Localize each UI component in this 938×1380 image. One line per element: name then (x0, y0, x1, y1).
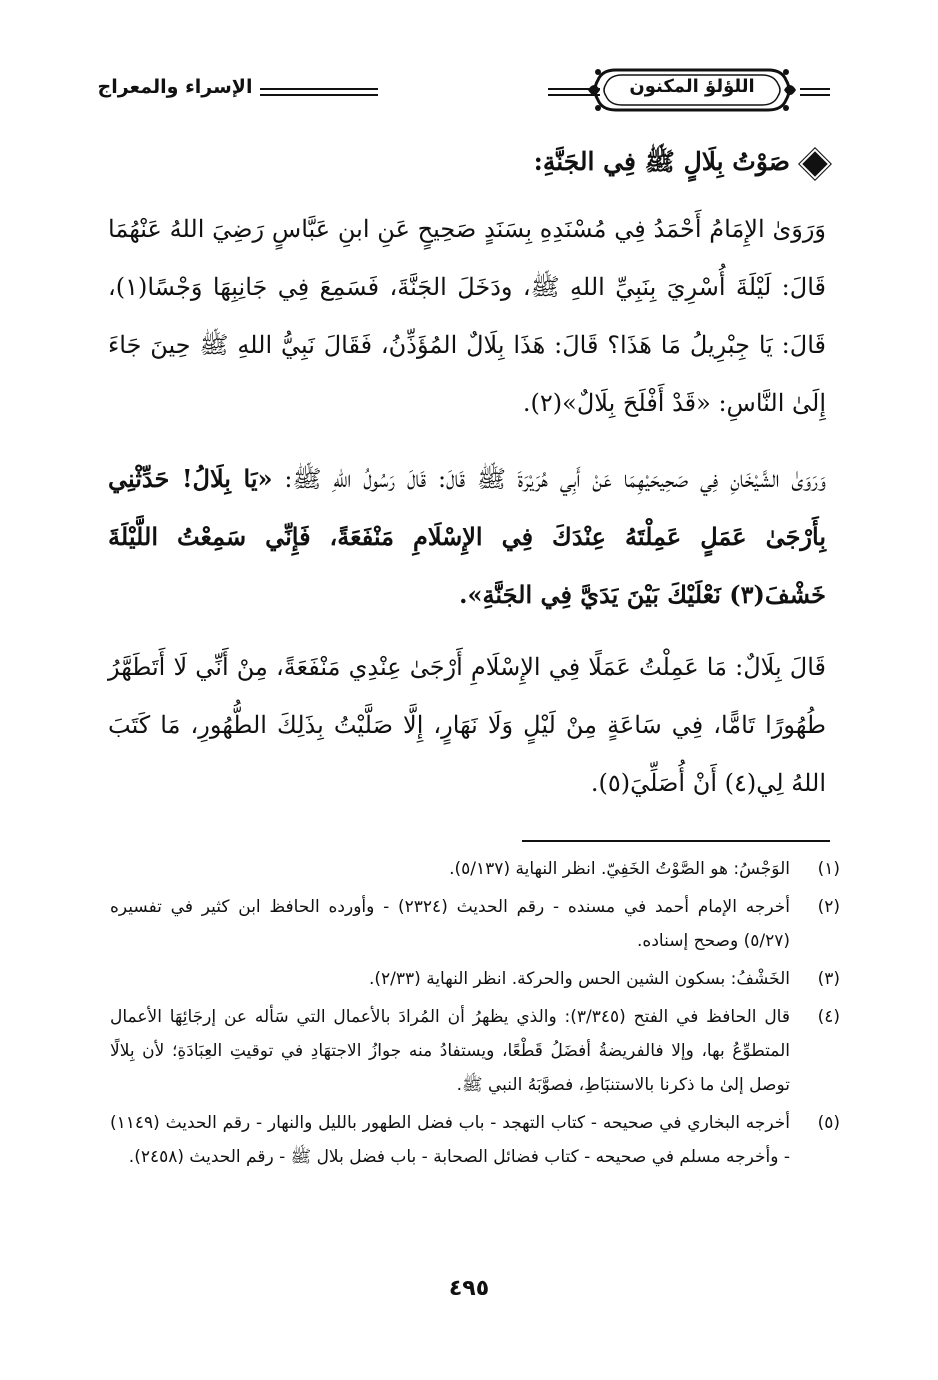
footnote (110, 1000, 840, 1102)
footnote-text: أخرجه البخاري في صحيحه - كتاب التهجد - باب فضل الطهور بالليل والنهار - رقم الحديث (١١٤٩) - وأخرجه مسلم في صحيحه - كتاب فضائل الصحابة - باب فضل بلال ﷺ - رقم الحديث (٢٤٥٨). (110, 1113, 790, 1167)
footnote-separator (522, 840, 830, 842)
heading-text: صَوْتُ بِلَالٍ ﷺ فِي الجَنَّةِ: (533, 147, 790, 176)
footnotes (110, 852, 840, 1178)
footnote-text: الوَجْسُ: هو الصَّوْتُ الخَفِيّ. انظر النهاية (٥/١٣٧). (449, 859, 790, 879)
footnote-number: (٥) (817, 1113, 840, 1133)
running-header (92, 62, 832, 120)
paragraph: قَالَ بِلَالٌ: مَا عَمِلْتُ عَمَلًا فِي الإِسْلَامِ أَرْجَىٰ عِنْدِي مَنْفَعَةً، مِنْ أَنِّي لَا أَتَطَهَّرُ طُهُورًا تَامًّا، فِي سَاعَةٍ مِنْ لَيْلٍ وَلَا نَهَارٍ، إِلَّا صَلَّيْتُ بِذَلِكَ الطُّهُورِ، مَا كَتَبَ اللهُ لِي(٤) أَنْ أُصَلِّيَ(٥). (108, 653, 826, 797)
paragraph-lead: وَرَوَىٰ الشَّيْخَانِ فِي صَحِيحَيْهِمَا عَنْ أَبِي هُرَيْرَةَ ﷺ قَالَ: قَالَ رَسُولُ اللهِ ﷺ: (272, 465, 826, 493)
footnote (110, 962, 840, 996)
header-rule (260, 88, 378, 90)
page-number: ٤٩٥ (448, 1276, 490, 1301)
book-title: اللؤلؤ المكنون (629, 76, 755, 97)
book-title-frame (586, 62, 798, 118)
footnote-number: (٣) (817, 969, 840, 989)
paragraph (108, 450, 826, 624)
footnote-text: الخَشْفُ: بسكون الشين الحس والحركة. انظر النهاية (٢/٣٣). (369, 969, 790, 989)
footnote-text: قال الحافظ في الفتح (٣/٣٤٥): والذي يظهرُ أن المُرادَ بالأعمال التي سَأله عن إرجَائِهَا الأعمال المتطوِّعُ بها، وإلا فالفريضةُ أفضَلُ قَطْعًا، ويستفادُ منه جوازُ الاجتهَادِ في توقيتِ العِبَادَةِ؛ لأن بِلالًا توصل إلىٰ ما ذكرنا بالاستنبَاطِ، فصوَّبَهُ النبي ﷺ. (110, 1007, 790, 1095)
footnote (110, 852, 840, 886)
section-title: الإسراء والمعراج (97, 76, 253, 98)
footnote-number: (١) (817, 859, 840, 879)
footnote-number: (٤) (817, 1007, 840, 1027)
footnote (110, 1106, 840, 1174)
ornament-icon (799, 148, 830, 179)
hadith-quote: «يَا بِلَالُ! حَدِّثْنِي بِأَرْجَىٰ عَمَلٍ عَمِلْتَهُ عِنْدَكَ فِي الإِسْلَامِ مَنْفَعَةً، فَإِنِّي سَمِعْتُ اللَّيْلَةَ خَشْفَ(٣) نَعْلَيْكَ بَيْنَ يَدَيَّ فِي الجَنَّةِ». (108, 464, 827, 609)
paragraph: وَرَوَىٰ الإِمَامُ أَحْمَدُ فِي مُسْنَدِهِ بِسَنَدٍ صَحِيحٍ عَنِ ابنِ عَبَّاسٍ رَضِيَ اللهُ عَنْهُمَا قَالَ: لَيْلَةَ أُسْرِيَ بِنَبِيِّ اللهِ ﷺ، ودَخَلَ الجَنَّةَ، فَسَمِعَ فِي جَانِبِهَا وَجْسًا(١)، قَالَ: يَا جِبْرِيلُ مَا هَذَا؟ قَالَ: هَذَا بِلَالٌ المُؤَذِّنُ، فَقَالَ نَبِيُّ اللهِ ﷺ حِينَ جَاءَ إِلَىٰ النَّاسِ: «قَدْ أَفْلَحَ بِلَالٌ»(٢). (108, 215, 826, 417)
section-heading (534, 146, 826, 183)
footnote-text: أخرجه الإمام أحمد في مسنده - رقم الحديث (٢٣٢٤) - وأورده الحافظ ابن كثير في تفسيره (٥/٢٧) وصحح إسناده. (110, 897, 790, 951)
footnote (110, 890, 840, 958)
header-rule (800, 88, 830, 90)
footnote-number: (٢) (817, 897, 840, 917)
